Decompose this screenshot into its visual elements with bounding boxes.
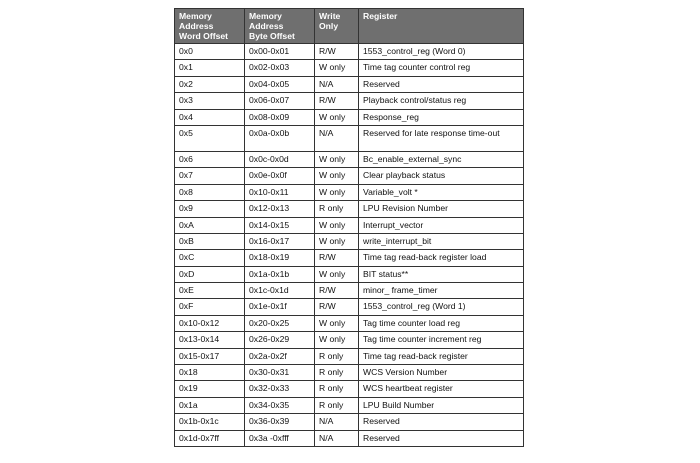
byte-offset-cell: 0x34-0x35 <box>245 397 315 413</box>
register-cell: Time tag read-back register <box>359 348 524 364</box>
access-cell: R/W <box>315 44 359 60</box>
register-cell: LPU Build Number <box>359 397 524 413</box>
table-row <box>175 381 524 397</box>
byte-offset-cell: 0x10-0x11 <box>245 184 315 200</box>
access-cell: N/A <box>315 125 359 151</box>
access-cell: N/A <box>315 414 359 430</box>
register-cell: Clear playback status <box>359 168 524 184</box>
access-cell: R/W <box>315 283 359 299</box>
table-row <box>175 93 524 109</box>
access-cell: W only <box>315 109 359 125</box>
header-write-only: Write Only <box>315 9 359 44</box>
table-row <box>175 76 524 92</box>
table-row <box>175 60 524 76</box>
table-row <box>175 348 524 364</box>
register-cell: Reserved for late response time-out <box>359 125 524 151</box>
access-cell: R/W <box>315 299 359 315</box>
word-offset-cell: 0x19 <box>175 381 245 397</box>
byte-offset-cell: 0x1a-0x1b <box>245 266 315 282</box>
register-cell: Interrupt_vector <box>359 217 524 233</box>
word-offset-cell: 0x0 <box>175 44 245 60</box>
table-row <box>175 184 524 200</box>
header-row <box>175 9 524 44</box>
register-cell: Variable_volt * <box>359 184 524 200</box>
access-cell: W only <box>315 266 359 282</box>
access-cell: R only <box>315 365 359 381</box>
access-cell: R only <box>315 348 359 364</box>
word-offset-cell: 0xF <box>175 299 245 315</box>
table-row <box>175 250 524 266</box>
access-cell: W only <box>315 217 359 233</box>
word-offset-cell: 0x7 <box>175 168 245 184</box>
register-cell: WCS Version Number <box>359 365 524 381</box>
word-offset-cell: 0x3 <box>175 93 245 109</box>
byte-offset-cell: 0x36-0x39 <box>245 414 315 430</box>
register-cell: minor_ frame_timer <box>359 283 524 299</box>
byte-offset-cell: 0x08-0x09 <box>245 109 315 125</box>
byte-offset-cell: 0x12-0x13 <box>245 201 315 217</box>
word-offset-cell: 0x15-0x17 <box>175 348 245 364</box>
word-offset-cell: 0x2 <box>175 76 245 92</box>
access-cell: W only <box>315 184 359 200</box>
table-row <box>175 365 524 381</box>
byte-offset-cell: 0x32-0x33 <box>245 381 315 397</box>
register-cell: Bc_enable_external_sync <box>359 151 524 167</box>
table-row <box>175 266 524 282</box>
byte-offset-cell: 0x1e-0x1f <box>245 299 315 315</box>
access-cell: W only <box>315 151 359 167</box>
header-register: Register <box>359 9 524 44</box>
header-byte-offset: Memory Address Byte Offset <box>245 9 315 44</box>
byte-offset-cell: 0x30-0x31 <box>245 365 315 381</box>
register-cell: Reserved <box>359 76 524 92</box>
register-map-table <box>174 8 524 447</box>
table-row <box>175 201 524 217</box>
access-cell: R only <box>315 381 359 397</box>
register-cell: Reserved <box>359 414 524 430</box>
byte-offset-cell: 0x26-0x29 <box>245 332 315 348</box>
access-cell: R/W <box>315 93 359 109</box>
word-offset-cell: 0x18 <box>175 365 245 381</box>
word-offset-cell: 0x5 <box>175 125 245 151</box>
register-cell: Response_reg <box>359 109 524 125</box>
access-cell: W only <box>315 60 359 76</box>
word-offset-cell: 0x1a <box>175 397 245 413</box>
register-cell: BIT status** <box>359 266 524 282</box>
word-offset-cell: 0x1d-0x7ff <box>175 430 245 446</box>
table-row <box>175 233 524 249</box>
byte-offset-cell: 0x18-0x19 <box>245 250 315 266</box>
access-cell: R only <box>315 201 359 217</box>
byte-offset-cell: 0x1c-0x1d <box>245 283 315 299</box>
word-offset-cell: 0x4 <box>175 109 245 125</box>
byte-offset-cell: 0x3a -0xfff <box>245 430 315 446</box>
table-row <box>175 109 524 125</box>
byte-offset-cell: 0x0c-0x0d <box>245 151 315 167</box>
word-offset-cell: 0xC <box>175 250 245 266</box>
register-cell: Tag time counter increment reg <box>359 332 524 348</box>
table-row <box>175 332 524 348</box>
register-cell: Playback control/status reg <box>359 93 524 109</box>
table-row <box>175 414 524 430</box>
access-cell: N/A <box>315 430 359 446</box>
access-cell: W only <box>315 168 359 184</box>
byte-offset-cell: 0x04-0x05 <box>245 76 315 92</box>
table-row <box>175 397 524 413</box>
register-cell: write_interrupt_bit <box>359 233 524 249</box>
word-offset-cell: 0xB <box>175 233 245 249</box>
register-cell: WCS heartbeat register <box>359 381 524 397</box>
word-offset-cell: 0x6 <box>175 151 245 167</box>
table-row <box>175 44 524 60</box>
word-offset-cell: 0x1b-0x1c <box>175 414 245 430</box>
word-offset-cell: 0xE <box>175 283 245 299</box>
table-row <box>175 283 524 299</box>
byte-offset-cell: 0x02-0x03 <box>245 60 315 76</box>
byte-offset-cell: 0x16-0x17 <box>245 233 315 249</box>
word-offset-cell: 0x9 <box>175 201 245 217</box>
register-cell: 1553_control_reg (Word 1) <box>359 299 524 315</box>
word-offset-cell: 0xA <box>175 217 245 233</box>
register-cell: Time tag read-back register load <box>359 250 524 266</box>
byte-offset-cell: 0x0e-0x0f <box>245 168 315 184</box>
word-offset-cell: 0x10-0x12 <box>175 315 245 331</box>
word-offset-cell: 0x8 <box>175 184 245 200</box>
register-cell: LPU Revision Number <box>359 201 524 217</box>
byte-offset-cell: 0x00-0x01 <box>245 44 315 60</box>
word-offset-cell: 0xD <box>175 266 245 282</box>
register-cell: Reserved <box>359 430 524 446</box>
register-cell: Tag time counter load reg <box>359 315 524 331</box>
table-row <box>175 217 524 233</box>
byte-offset-cell: 0x20-0x25 <box>245 315 315 331</box>
register-cell: Time tag counter control reg <box>359 60 524 76</box>
access-cell: N/A <box>315 76 359 92</box>
table-row <box>175 430 524 446</box>
table-row <box>175 151 524 167</box>
access-cell: R/W <box>315 250 359 266</box>
table-row <box>175 168 524 184</box>
table-row <box>175 315 524 331</box>
byte-offset-cell: 0x0a-0x0b <box>245 125 315 151</box>
header-word-offset: Memory Address Word Offset <box>175 9 245 44</box>
word-offset-cell: 0x13-0x14 <box>175 332 245 348</box>
register-cell: 1553_control_reg (Word 0) <box>359 44 524 60</box>
table-row <box>175 125 524 151</box>
word-offset-cell: 0x1 <box>175 60 245 76</box>
access-cell: R only <box>315 397 359 413</box>
byte-offset-cell: 0x06-0x07 <box>245 93 315 109</box>
access-cell: W only <box>315 233 359 249</box>
byte-offset-cell: 0x14-0x15 <box>245 217 315 233</box>
access-cell: W only <box>315 332 359 348</box>
byte-offset-cell: 0x2a-0x2f <box>245 348 315 364</box>
access-cell: W only <box>315 315 359 331</box>
table-row <box>175 299 524 315</box>
